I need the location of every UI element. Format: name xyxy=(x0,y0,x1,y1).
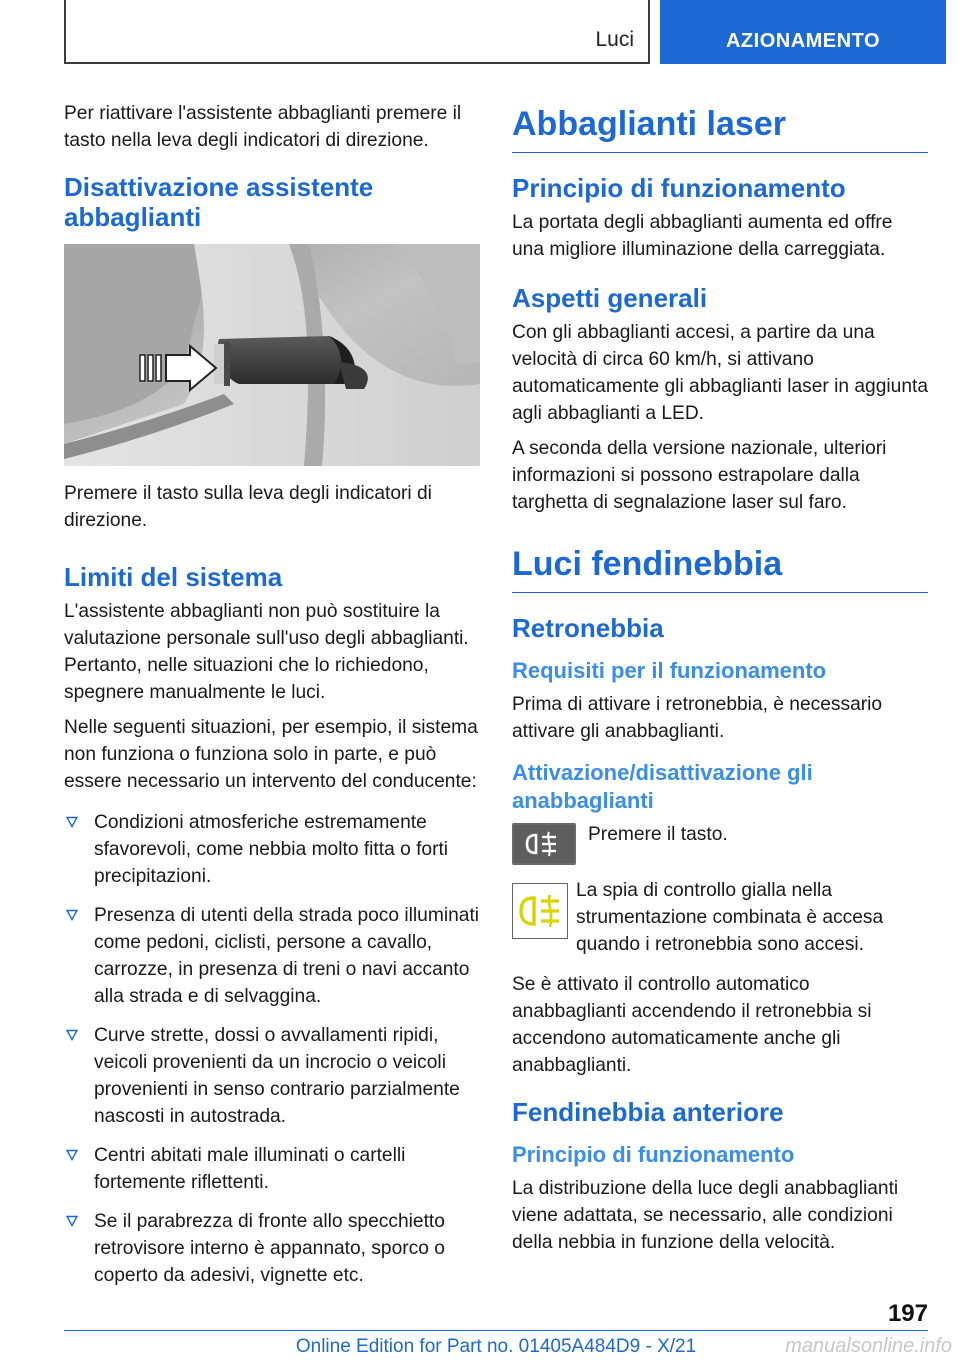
requisiti-paragraph: Prima di attivare i retronebbia, è necessario attivare gli anabbaglianti. xyxy=(512,694,883,742)
list-item xyxy=(64,902,480,1010)
footer-watermark: manualsonline.info xyxy=(785,1335,952,1357)
right-column xyxy=(512,100,928,1264)
automatico-paragraph: Se è attivato il controllo automatico anabbaglianti accendendo il retronebbia si accendono automaticamente anche gli anabbaglianti. xyxy=(512,974,872,1076)
spia-paragraph: La spia di controllo gialla nella strumentazione combinata è accesa quando i retronebbia sono accesi. xyxy=(576,880,884,955)
limiti-paragraph-2: Nelle seguenti situazioni, per esempio, il sistema non funziona o funziona solo in parte, e può essere necessario un intervento del conducente: xyxy=(64,717,478,792)
triangle-bullet-icon xyxy=(66,1029,78,1041)
triangle-bullet-icon xyxy=(66,1149,78,1161)
tasto-paragraph: Premere il tasto. xyxy=(588,824,728,845)
heading-limiti: Limiti del sistema xyxy=(64,562,283,592)
heading-requisiti: Requisiti per il funzionamento xyxy=(512,658,827,683)
footer-divider xyxy=(64,1330,928,1331)
footer-edition: Online Edition for Part no. 01405A484D9 - X/21 xyxy=(295,1336,697,1357)
header-chapter-box xyxy=(660,0,946,64)
heading-retronebbia: Retronebbia xyxy=(512,613,664,643)
principio-paragraph: La portata degli abbaglianti aumenta ed offre una migliore illuminazione della carreggiata. xyxy=(512,212,893,260)
triangle-bullet-icon xyxy=(66,1215,78,1227)
list-item-text: Condizioni atmosferiche estremamente sfavorevoli, come nebbia molto fitta o forti precipitazioni. xyxy=(94,812,449,887)
list-item xyxy=(64,1022,480,1130)
limiti-paragraph-1: L'assistente abbaglianti non può sostituire la valutazione personale sull'uso degli abbaglianti. Pertanto, nelle situazioni che lo richiedono, spegnere manualmente le luci. xyxy=(64,601,469,703)
header-chapter-title: AZIONAMENTO xyxy=(725,30,880,52)
heading-principio: Principio di funzionamento xyxy=(512,173,846,203)
triangle-bullet-icon xyxy=(66,909,78,921)
list-item-text: Centri abitati male illuminati o cartelli fortemente riflettenti. xyxy=(94,1145,406,1193)
heading-aspetti: Aspetti generali xyxy=(512,283,708,313)
heading-abbaglianti-laser: Abbaglianti laser xyxy=(512,102,928,153)
heading-attivazione: Attivazione/disattivazione gli anabbaglianti xyxy=(512,760,813,813)
fog-indicator-row xyxy=(512,877,928,961)
fog-button-row xyxy=(512,821,928,865)
page-number: 197 xyxy=(887,1300,928,1327)
list-item-text: Se il parabrezza di fronte allo specchietto retrovisore interno è appannato, sporco o coperto da adesivi, vignette etc. xyxy=(94,1211,445,1286)
turn-signal-lever-illustration xyxy=(64,244,480,466)
header-section-box xyxy=(64,0,650,64)
aspetti-paragraph-1: Con gli abbaglianti accesi, a partire da una velocità di circa 60 km/h, si attivano automaticamente gli abbaglianti laser in aggiunta agli abbaglianti a LED. xyxy=(512,322,928,424)
heading-disattivazione: Disattivazione assistente abbaglianti xyxy=(64,172,374,232)
list-item xyxy=(64,1208,480,1289)
conditions-list xyxy=(64,809,480,1289)
rear-fog-light-indicator-icon xyxy=(512,883,568,939)
principio-2-paragraph: La distribuzione della luce degli anabbaglianti viene adattata, se necessario, alle condizioni della nebbia in funzione della velocità. xyxy=(512,1178,899,1253)
rear-fog-light-button-icon xyxy=(512,823,576,865)
list-item-text: Curve strette, dossi o avvallamenti ripidi, veicoli provenienti da un incrocio o veicoli provenienti in senso contrario parzialmente nascosti in autostrada. xyxy=(94,1025,460,1127)
header-section-title: Luci xyxy=(595,28,634,51)
figure-caption: Premere il tasto sulla leva degli indicatori di direzione. xyxy=(64,483,432,531)
list-item xyxy=(64,1142,480,1196)
heading-luci-fendinebbia: Luci fendinebbia xyxy=(512,542,928,593)
heading-fendinebbia-anteriore: Fendinebbia anteriore xyxy=(512,1097,784,1127)
heading-principio-2: Principio di funzionamento xyxy=(512,1142,795,1167)
list-item xyxy=(64,809,480,890)
list-item-text: Presenza di utenti della strada poco illuminati come pedoni, ciclisti, persone a cavallo, carrozze, in presenza di treni o navi accanto alla strada e di selvaggina. xyxy=(94,905,480,1007)
lever-illustration-svg xyxy=(64,244,480,466)
intro-paragraph: Per riattivare l'assistente abbaglianti premere il tasto nella leva degli indicatori di direzione. xyxy=(64,103,462,151)
aspetti-paragraph-2: A seconda della versione nazionale, ulteriori informazioni si possono estrapolare dalla targhetta di segnalazione laser sul faro. xyxy=(512,438,887,513)
left-column xyxy=(64,100,480,1301)
triangle-bullet-icon xyxy=(66,816,78,828)
